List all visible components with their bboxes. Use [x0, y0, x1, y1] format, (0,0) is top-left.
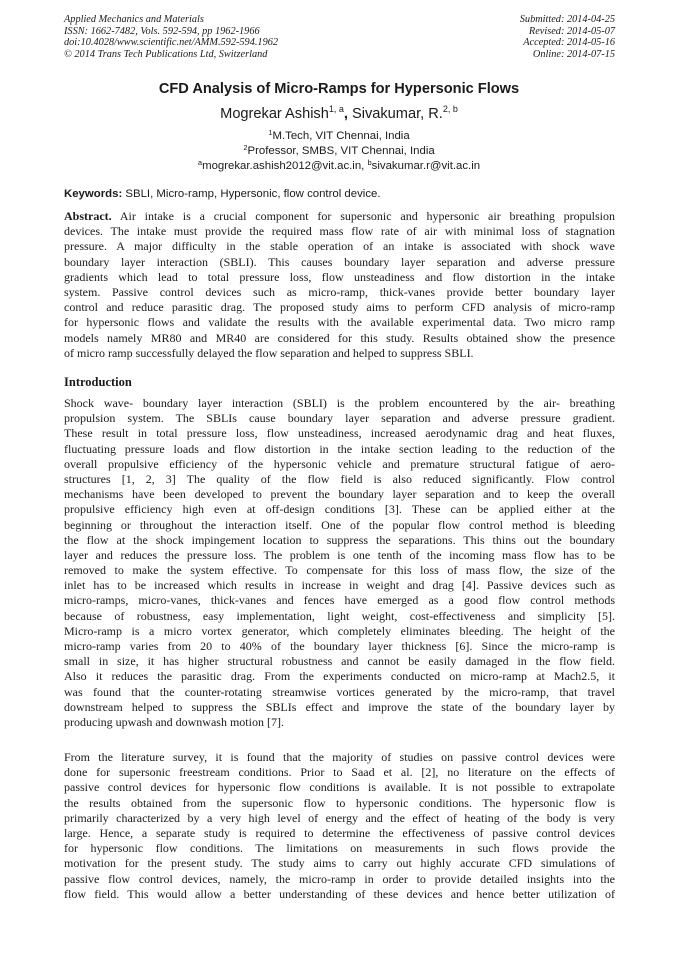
- paragraph-line: Shock wave- boundary layer interaction (SBLI) is the problem encountered by the air- breathing: [64, 396, 615, 410]
- abstract-line: system. Passive control devices such as micro-ramp, thick-vanes provide better boundary layer: [64, 284, 615, 299]
- abstract-line: devices. The intake must provide the required mass flow rate of air with minimal loss of stagnation: [64, 224, 615, 239]
- affiliation-1: [0, 129, 678, 144]
- paragraph-line: downstream helped to suppress the SBLIs effect and improve the state of the boundary layer by: [64, 699, 615, 714]
- paragraph-line: micro-ramps, micro-vanes, thick-vanes and fences have emerged as a good flow control methods: [64, 593, 615, 608]
- paragraph-line: passive flow control devices, namely, the micro-ramp in order to provide detailed insights into the: [64, 871, 615, 886]
- paragraph-line: propulsion system. The SBLIs cause boundary layer separation and adverse pressure gradient.: [64, 411, 615, 426]
- revised-date: Revised: 2014-05-07: [528, 25, 615, 37]
- affiliation-2: [0, 144, 678, 159]
- author-1-name: Mogrekar Ashish: [220, 106, 329, 122]
- author-2-superscript: 2, b: [442, 104, 458, 114]
- email-b-marker: b: [367, 158, 372, 167]
- author-emails: [0, 159, 678, 174]
- author-line: [0, 104, 678, 124]
- affiliation-2-text: Professor, SMBS, VIT Chennai, India: [247, 145, 435, 157]
- author-1-superscript: 1, a: [328, 104, 344, 114]
- abstract-line: of micro ramp successfully delayed the flow separation and helped to suppress SBLI.: [64, 345, 474, 360]
- paragraph-line: flow field. This would allow a better understanding of these devices and hence better utilization of: [64, 886, 615, 901]
- submission-dates: [520, 14, 615, 60]
- abstract-line: control and reduce parasitic drag. The proposed study aims to perform CFD analysis of micro-ramp: [64, 300, 615, 315]
- paragraph-line: Micro-ramp is a micro vortex generator, which completely eliminates bleeding. The height of the: [64, 623, 615, 638]
- abstract-label: Abstract.: [64, 209, 112, 223]
- abstract-line: pressure. A major difficulty in the stable operation of an intake is associated with shock wave: [64, 239, 615, 254]
- paragraph-line: large. Hence, a separate study is required to determine the effectiveness of passive control devices: [64, 825, 615, 840]
- paragraph-line: overall propulsive efficiency of the hypersonic vehicle and premature structural fatigue of aero-: [64, 456, 615, 471]
- paragraph-line: motivation for the present study. The study aims to carry out highly accurate CFD simulations of: [64, 856, 615, 871]
- paragraph-line: Also it reduces the parasitic drag. From the experiments conducted on micro-ramp at Mach2.5, it: [64, 669, 615, 684]
- doi-line: doi:10.4028/www.scientific.net/AMM.592-594.1962: [64, 37, 279, 49]
- keywords-label: Keywords:: [64, 188, 123, 200]
- publication-info: [64, 14, 278, 60]
- paragraph-line: the results obtained from the supersonic flow to hypersonic conditions. The hypersonic flow is: [64, 795, 615, 810]
- paragraph-line: fluctuating pressure loads and flow distortion in the intake section leading to the reduction of the: [64, 441, 615, 456]
- paragraph-line: primarily characterized by a very high level of energy and the effect of heating of the body is very: [64, 810, 615, 825]
- author-separator: ,: [343, 106, 348, 122]
- abstract-line: boundary layer interaction (SBLI). This causes boundary layer separation and adverse pressure: [64, 254, 615, 269]
- keywords: [64, 187, 615, 202]
- paragraph-line: done for supersonic freestream conditions. Prior to Saad et al. [2], no literature on the effects of: [64, 765, 615, 780]
- paragraph-line: was found that the counter-rotating streamwise vortices generated by the micro-ramp, that travel: [64, 684, 615, 699]
- paragraph-line: because of robustness, easy implementation, light weight, cost-effectiveness and simplicity [5].: [64, 608, 615, 623]
- online-date: Online: 2014-07-15: [532, 48, 615, 60]
- introduction-paragraph-1: [64, 396, 615, 730]
- abstract-line: gradients which lead to total pressure loss, flow unsteadiness and flow distortion in the intake: [64, 269, 615, 284]
- abstract-line-text: Air intake is a crucial component for supersonic and hypersonic air breathing propulsion: [111, 209, 615, 223]
- abstract-line: for hypersonic flows and validate the results with the available experimental data. Two micro ramp: [64, 315, 615, 330]
- paragraph-line: for hypersonic flow conditions. The limitations on measurements in such flows provide the: [64, 841, 615, 856]
- paragraph-line: These result in total pressure loss, flow unsteadiness, increased aerodynamic drag and heat fluxes,: [64, 426, 615, 441]
- paragraph-line: structures [1, 2, 3] The quality of the flow field is also reduced significantly. Flow control: [64, 471, 615, 486]
- keywords-text: SBLI, Micro-ramp, Hypersonic, flow control device.: [122, 188, 381, 200]
- email-a: mogrekar.ashish2012@vit.ac.in,: [202, 160, 368, 172]
- email-a-marker: a: [197, 158, 203, 167]
- paragraph-line: removed to make the system effective. To compensate for this loss of mass flow, the size of the: [64, 563, 615, 578]
- section-heading-introduction: Introduction: [64, 375, 132, 389]
- abstract-line: models namely MR80 and MR40 are considered for this study. Results obtained show the presence: [64, 330, 615, 345]
- submitted-date: Submitted: 2014-04-25: [519, 14, 615, 25]
- paragraph-line: producing upwash and downwash motion [7].: [64, 714, 284, 729]
- paper-title: CFD Analysis of Micro-Ramps for Hypersonic Flows: [158, 81, 520, 97]
- issn-line: ISSN: 1662-7482, Vols. 592-594, pp 1962-1966: [64, 25, 260, 37]
- affiliations: [0, 129, 678, 174]
- paragraph-line: inlet has to be increased which results in increase in weight and drag [4]. Passive devices such as: [64, 578, 615, 593]
- paragraph-line: mechanisms have been developed to prevent the boundary layer separation and to keep the overall: [64, 487, 615, 502]
- paragraph-line: From the literature survey, it is found that the majority of studies on passive control devices were: [64, 750, 615, 764]
- abstract: [64, 209, 615, 361]
- affiliation-1-text: M.Tech, VIT Chennai, India: [272, 130, 410, 142]
- copyright-line: © 2014 Trans Tech Publications Ltd, Switzerland: [64, 48, 268, 60]
- paragraph-line: the flow at the shock impingement location to suppress the separations. This thins out the boundary: [64, 532, 615, 547]
- affiliation-2-marker: 2: [243, 143, 248, 152]
- paragraph-line: beginning or throughout the interaction itself. One of the popular flow control method is bleeding: [64, 517, 615, 532]
- email-b: sivakumar.r@vit.ac.in: [371, 160, 481, 172]
- journal-name: Applied Mechanics and Materials: [64, 14, 204, 25]
- abstract-line: [64, 209, 615, 224]
- paragraph-line: small in size, it has higher structural robustness and cannot be easily damaged in the flow field.: [64, 654, 615, 669]
- accepted-date: Accepted: 2014-05-16: [523, 37, 615, 49]
- affiliation-1-marker: 1: [268, 128, 273, 137]
- author-2-name: Sivakumar, R.: [347, 106, 443, 122]
- paragraph-line: passive control devices for hypersonic flow conditions is available. It is not possible to extrapolate: [64, 780, 615, 795]
- paragraph-line: micro-ramp varies from 20 to 40% of the boundary layer thickness [6]. Since the micro-ramp is: [64, 639, 615, 653]
- paragraph-line: propulsive efficiency high even at off-design conditions [3]. These can be applied either at the: [64, 502, 615, 517]
- introduction-paragraph-2: [64, 750, 615, 902]
- paragraph-line: layer and reduces the pressure loss. The problem is one tenth of the incoming mass flow has to be: [64, 547, 615, 562]
